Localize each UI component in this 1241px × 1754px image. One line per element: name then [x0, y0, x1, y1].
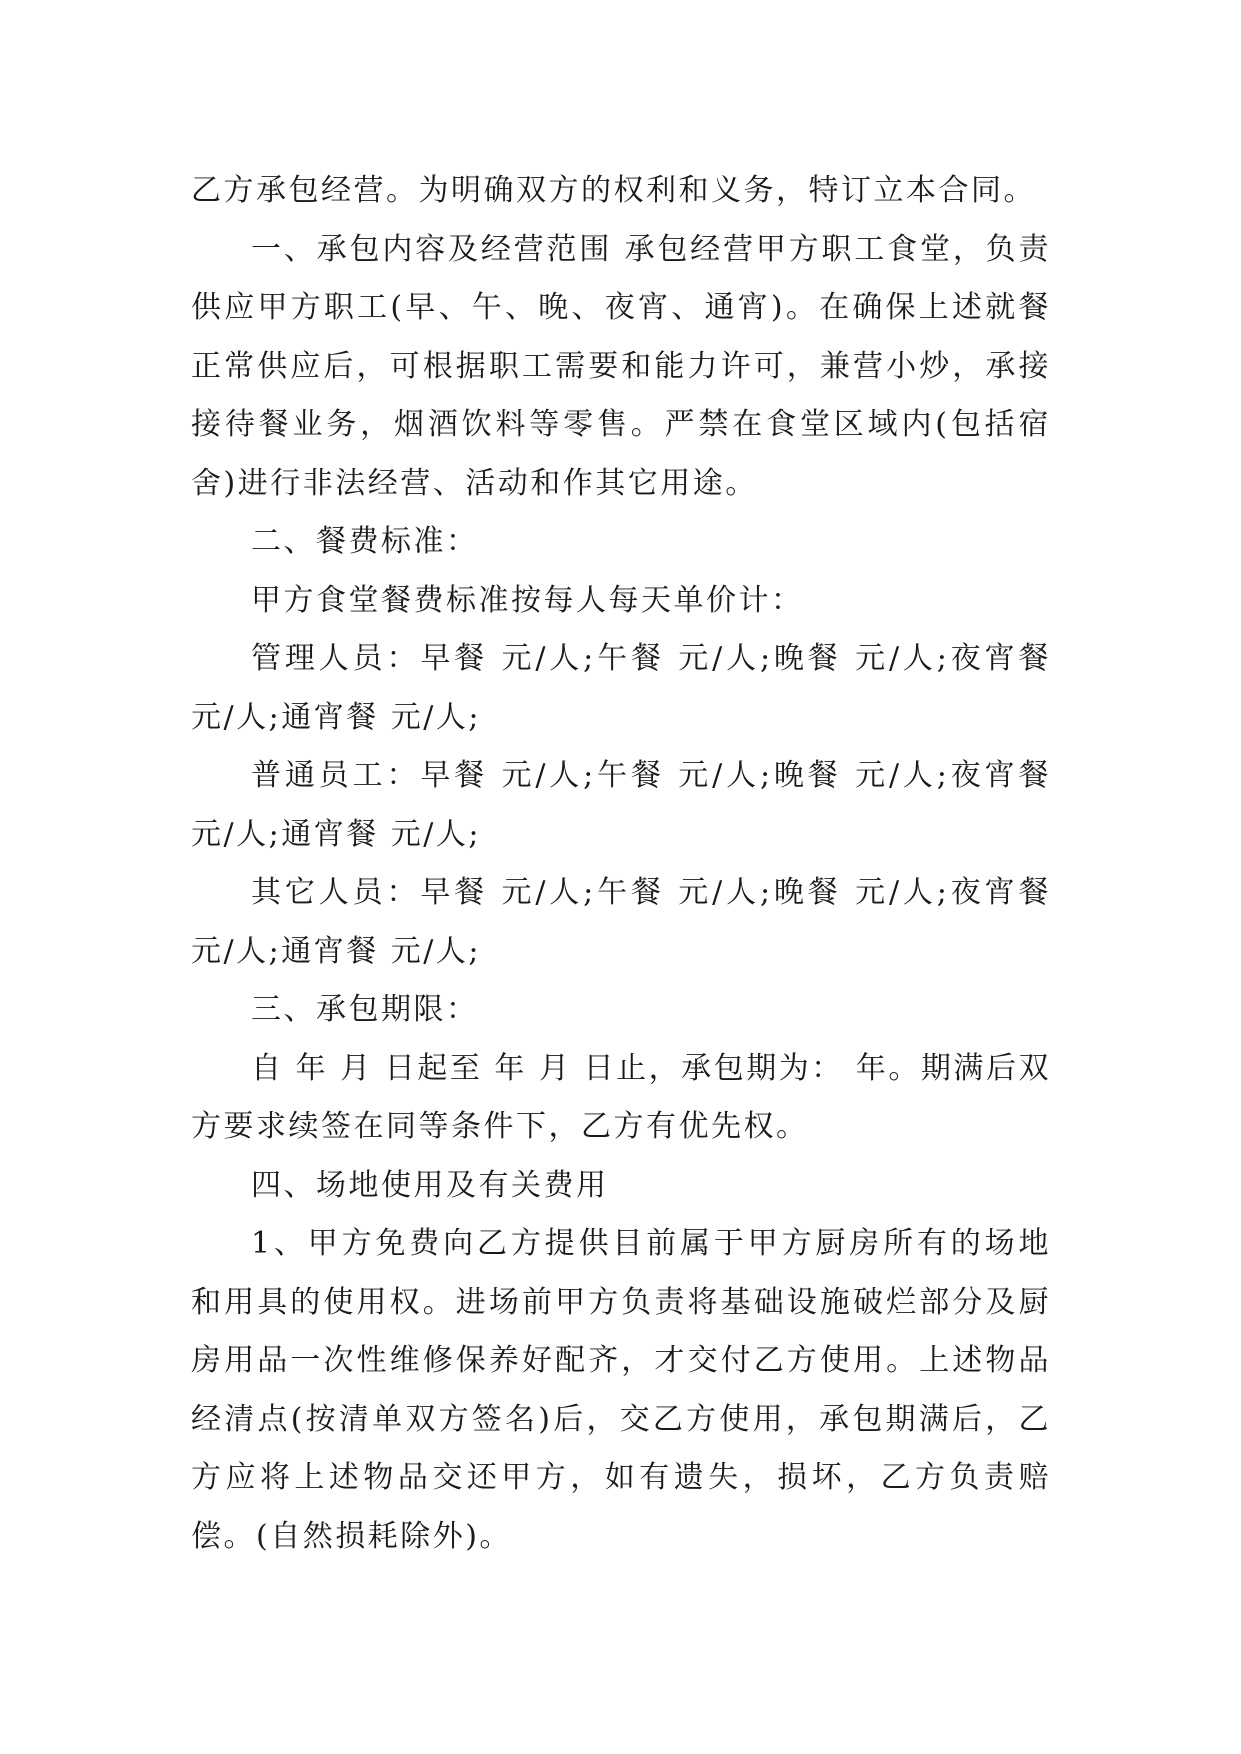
document-body [191, 162, 1051, 1566]
paragraph-fee-others: 其它人员：早餐 元/人;午餐 元/人;晚餐 元/人;夜宵餐 元/人;通宵餐 元/人; [191, 875, 1051, 969]
paragraph-premises-use: 1、甲方免费向乙方提供目前属于甲方厨房所有的场地和用具的使用权。进场前甲方负责将基础设施破烂部分及厨房用品一次性维修保养好配齐，才交付乙方使用。上述物品经清点(按清单双方签名)后，交乙方使用，承包期满后，乙方应将上述物品交还甲方，如有遗失，损坏，乙方负责赔偿。(自然损耗除外)。 [191, 1226, 1051, 1554]
paragraph-section-2-heading: 二、餐费标准： [251, 524, 479, 559]
paragraph-meal-fee-basis: 甲方食堂餐费标准按每人每天单价计： [251, 582, 804, 618]
paragraph-fee-managers: 管理人员：早餐 元/人;午餐 元/人;晚餐 元/人;夜宵餐 元/人;通宵餐 元/人; [191, 641, 1051, 735]
paragraph-section-3-heading: 三、承包期限： [251, 992, 479, 1027]
paragraph-intro: 乙方承包经营。为明确双方的权利和义务，特订立本合同。 [191, 173, 1036, 208]
paragraph-section-1-scope: 一、承包内容及经营范围 承包经营甲方职工食堂，负责供应甲方职工(早、午、晚、夜宵、通宵)。在确保上述就餐正常供应后，可根据职工需要和能力许可，兼营小炒，承接接待餐业务，烟酒饮料等零售。严禁在食堂区域内(包括宿舍)进行非法经营、活动和作其它用途。 [191, 231, 1051, 501]
paragraph-contract-term: 自 年 月 日起至 年 月 日止，承包期为： 年。期满后双方要求续签在同等条件下，乙方有优先权。 [191, 1050, 1051, 1144]
paragraph-section-4-heading: 四、场地使用及有关费用 [251, 1167, 609, 1203]
paragraph-fee-staff: 普通员工：早餐 元/人;午餐 元/人;晚餐 元/人;夜宵餐 元/人;通宵餐 元/人; [191, 758, 1051, 852]
